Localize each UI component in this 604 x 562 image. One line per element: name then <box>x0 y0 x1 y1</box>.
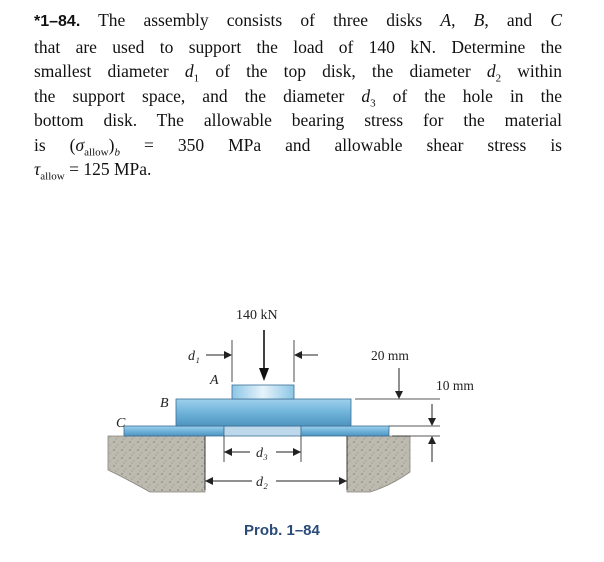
label-d3: d₃ <box>256 446 268 461</box>
load-label: 140 kN <box>236 308 278 323</box>
problem-line-3: smallest diameter $d_1$ of the top disk, the diameter $d_2$ within <box>34 61 562 85</box>
d2-arrowhead-left <box>205 477 213 485</box>
d2-arrowhead-right <box>339 477 347 485</box>
problem-line-2: that are used to support the load of 140 kN. Determine the <box>34 36 562 57</box>
problem-number: *1–84. <box>34 13 81 30</box>
d3-arrowhead-left <box>224 448 232 456</box>
dim-10mm-label: 10 mm <box>436 378 474 393</box>
problem-line-4: the support space, and the diameter $d_3$ of the hole in the <box>34 85 562 109</box>
label-d1: d₁ <box>188 349 200 364</box>
support-left <box>108 436 205 492</box>
problem-line-7: $\tau_{allow} = 125$ MPa. <box>34 159 152 183</box>
disk-c-hole <box>224 426 301 436</box>
disk-b <box>176 399 351 426</box>
problem-line-5: bottom disk. The allowable bearing stress for the material <box>34 110 562 130</box>
problem-line-1: *1–84. The assembly consists of three disks A, B, and C <box>34 10 562 30</box>
problem-line-6: is $(\sigma_{allow})_b = 350$ MPa and allowable shear stress is <box>34 134 562 158</box>
disk-c-left <box>124 426 224 436</box>
dim-20mm-label: 20 mm <box>371 348 409 363</box>
d3-arrowhead-right <box>293 448 301 456</box>
load-arrow-head <box>259 368 269 381</box>
figure-caption: Prob. 1–84 <box>244 522 320 539</box>
support-right <box>347 436 410 492</box>
label-d2: d₂ <box>256 475 268 490</box>
dim-20mm-arrowhead <box>395 391 403 399</box>
d1-arrowhead-left <box>224 351 232 359</box>
label-a: A <box>210 373 219 388</box>
label-c: C <box>116 416 126 431</box>
disk-a <box>232 385 294 399</box>
disk-c-right <box>301 426 389 436</box>
label-b: B <box>160 396 169 411</box>
dim-10mm-arrowhead-top <box>428 418 436 426</box>
